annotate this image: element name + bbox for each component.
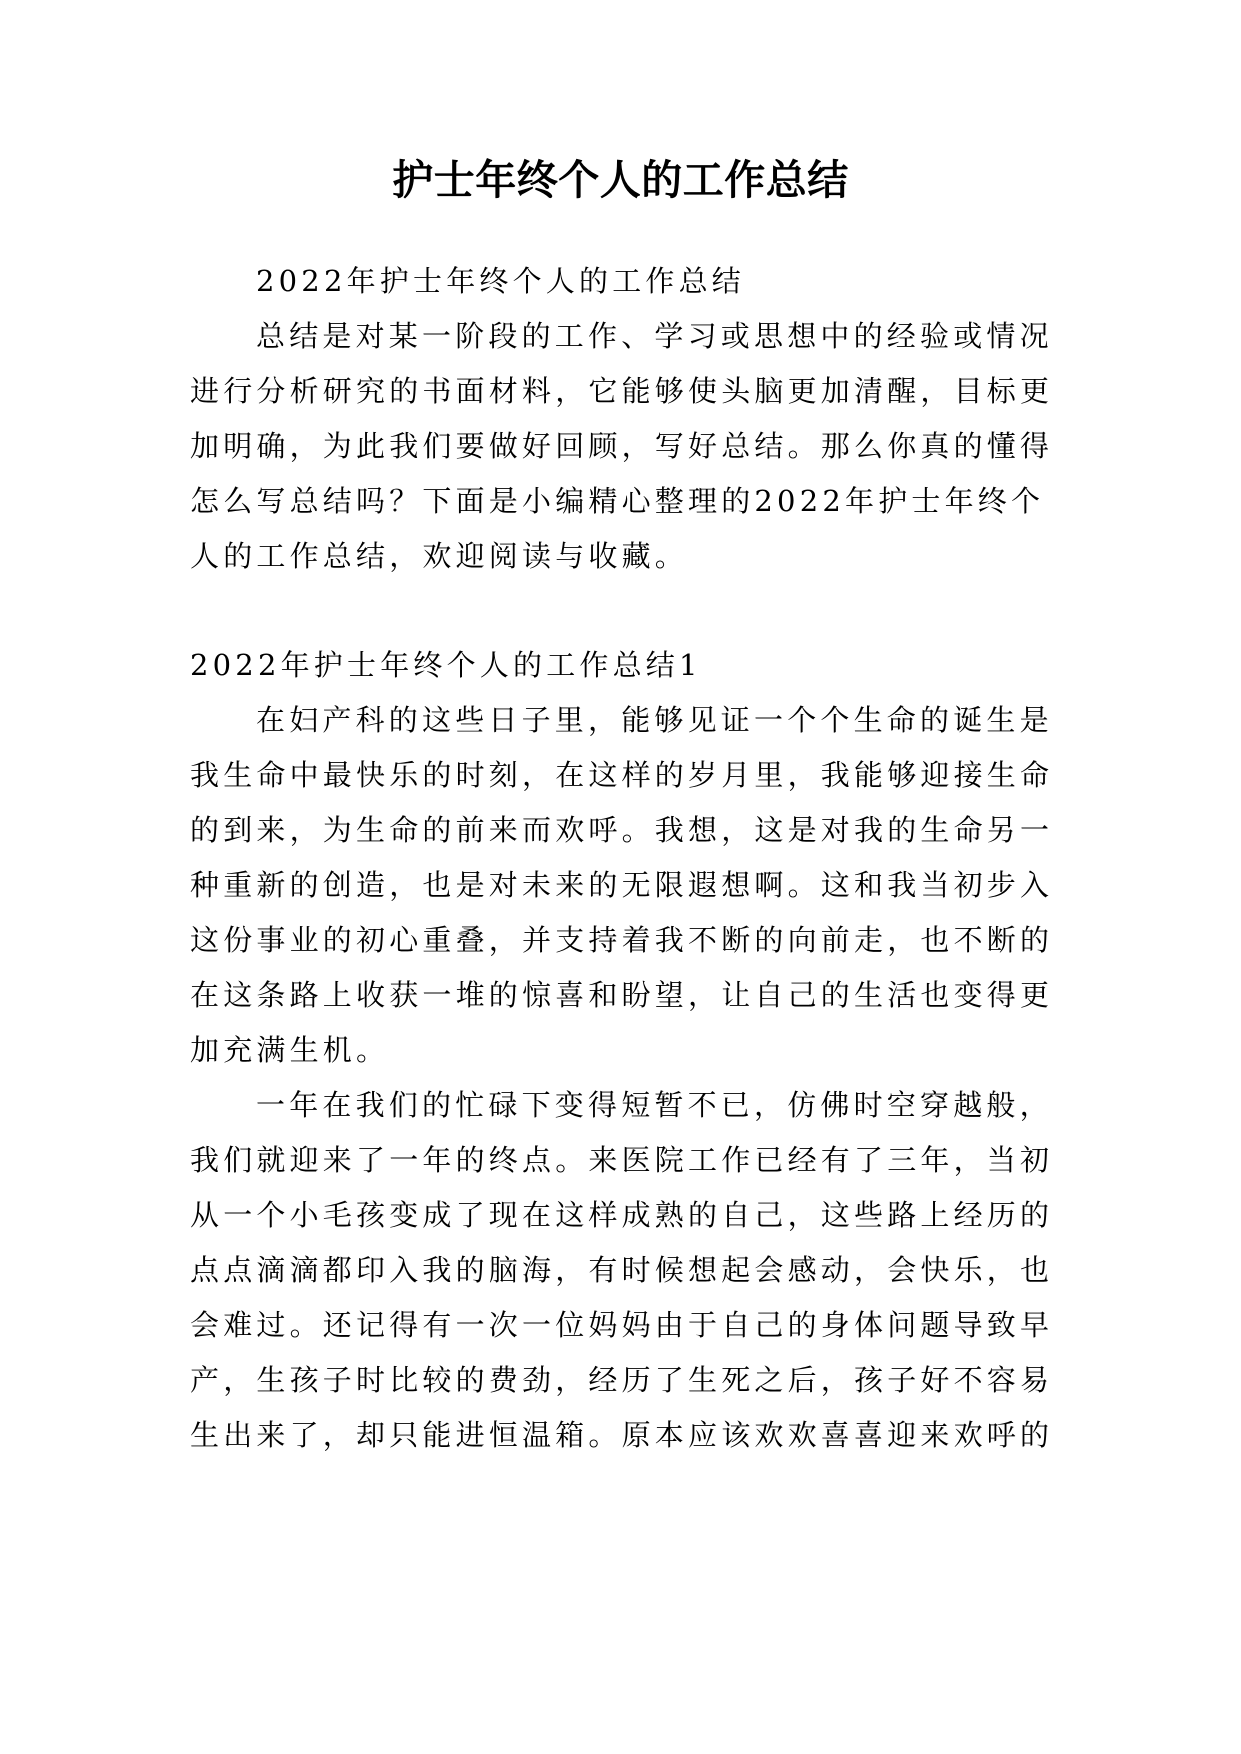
document-title: 护士年终个人的工作总结 [392, 156, 849, 204]
intro-heading: 2022年护士年终个人的工作总结 [256, 264, 746, 298]
paragraph-line: 产，生孩子时比较的费劲，经历了生死之后，孩子好不容易 [190, 1363, 1054, 1397]
intro-line: 人的工作总结，欢迎阅读与收藏。 [190, 539, 689, 573]
paragraph-line: 的到来，为生命的前来而欢呼。我想，这是对我的生命另一 [190, 813, 1054, 847]
paragraph-line: 从一个小毛孩变成了现在这样成熟的自己，这些路上经历的 [190, 1198, 1054, 1232]
intro-line: 怎么写总结吗？下面是小编精心整理的2022年护士年终个 [190, 484, 1045, 518]
paragraph-line: 在妇产科的这些日子里，能够见证一个个生命的诞生是 [256, 703, 1053, 737]
paragraph-line: 这份事业的初心重叠，并支持着我不断的向前走，也不断的 [190, 923, 1054, 957]
paragraph-line: 点点滴滴都印入我的脑海，有时候想起会感动，会快乐，也 [190, 1253, 1054, 1287]
paragraph-line: 一年在我们的忙碌下变得短暂不已，仿佛时空穿越般， [256, 1088, 1053, 1122]
paragraph-line: 我生命中最快乐的时刻，在这样的岁月里，我能够迎接生命 [190, 758, 1054, 792]
paragraph-line: 在这条路上收获一堆的惊喜和盼望，让自己的生活也变得更 [190, 978, 1054, 1012]
paragraph-line: 种重新的创造，也是对未来的无限遐想啊。这和我当初步入 [190, 868, 1054, 902]
paragraph-line: 加充满生机。 [190, 1033, 390, 1067]
intro-line: 进行分析研究的书面材料，它能够使头脑更加清醒，目标更 [190, 374, 1054, 408]
paragraph-line: 生出来了，却只能进恒温箱。原本应该欢欢喜喜迎来欢呼的 [190, 1418, 1054, 1452]
intro-line: 加明确，为此我们要做好回顾，写好总结。那么你真的懂得 [190, 429, 1054, 463]
intro-line: 总结是对某一阶段的工作、学习或思想中的经验或情况 [256, 319, 1053, 353]
paragraph-line: 会难过。还记得有一次一位妈妈由于自己的身体问题导致早 [190, 1308, 1054, 1342]
paragraph-line: 我们就迎来了一年的终点。来医院工作已经有了三年，当初 [190, 1143, 1054, 1177]
section-heading: 2022年护士年终个人的工作总结1 [190, 648, 702, 682]
